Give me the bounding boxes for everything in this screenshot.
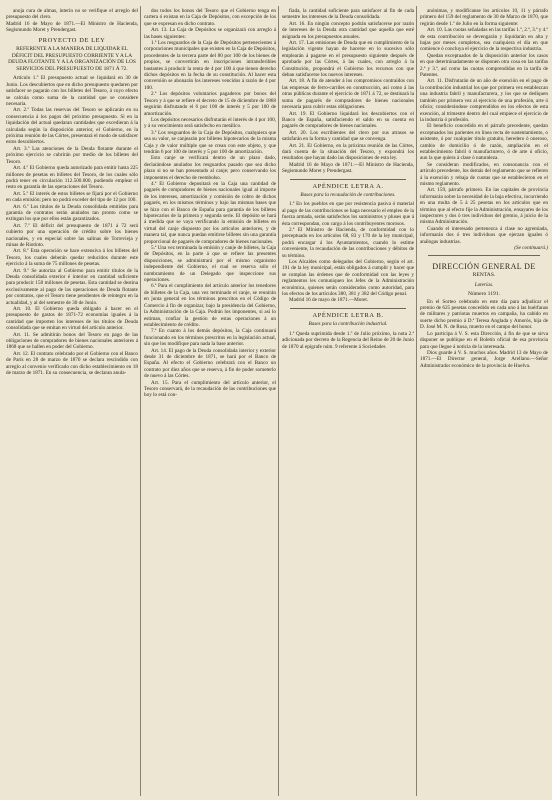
paragraph: Madrid 16 de Mayo de 1871.—El Ministro de Hacienda, Segismundo Moret y Prendergast. <box>282 161 414 175</box>
column-rule <box>416 6 417 796</box>
paragraph: Art. 20. Los escribientes del clero por sus atrasos se satisfarán en la forma y cantidad que se convenga. <box>282 129 414 143</box>
paragraph: Se consideran modificados, en consonancia con el artículo precedente, los demás del reglamento que se refieren á la exención y rebaja de cuotas que se establecieron en el mismo reglamento. <box>420 161 548 187</box>
paragraph: Art. 7.º El déficit del presupuesto de 1871 á 72 será cubierto por una operación de crédito sobre los bienes nacionales, y en especial sobre las salinas de Torrevieja y minas de Riotinto. <box>6 222 138 248</box>
announcement-list <box>420 299 548 369</box>
paragraph: 6.ª Para el cumplimiento del artículo anterior los tenedores de billetes de la Caja, una vez terminado el canje, se reunirán en junta general en los términos prescritos en el Código de Comercio á fin de organizar, bajo la presidencia del Gobierno, la Administración de la Caja. Podrán los imponentes, si así lo estiman, confiar la gestión de estas operaciones á un establecimiento de crédito. <box>144 283 276 328</box>
paragraph: Art. 17. Las emisiones de Deuda que en cumplimiento de la legislación vigente hayan de hacerse en lo sucesivo sólo emplearán á pagarse en el presupuesto siguiente después de aprobado por las Córtes, á las cuales, con arreglo á la Constitución, propondrá el Gobierno los recursos con que deban satisfacerse los nuevos intereses. <box>282 40 414 79</box>
paragraph: Art. 21. El Gobierno, en la próxima reunión de las Córtes, dará cuenta de la situación del Tesoro, y expondrá los resultados que hayan dado las disposiciones de esta ley. <box>282 142 414 162</box>
paragraph: Art. 4.º El Gobierno queda autorizado para emitir hasta 225 millones de pesetas en billetes del Tesoro, de los cuales sólo podrá tener en circulación 112.500.000, pudiendo emplear el resto en garantía de las operaciones del Tesoro. <box>6 165 138 191</box>
article-list <box>282 8 414 175</box>
paragraph: Art. 14. El pago de la Deuda consolidada interior y exterior desde 31 de diciembre de 1871, se hará por el Banco de España. Al efecto el Gobierno celebrará con el Banco un contrato por diez años que se reserva, á fin de poder someterlo de nuevo á las Córtes. <box>144 347 276 380</box>
paragraph: Los Alcaldes como delegados del Gobierno, según el art. 191 de la ley municipal, están obligados á cumplir y hacer que se cumplan las órdenes que de conformidad con las leyes y reglamentos les comuniquen los Jefes de la Administración económica, quienes serán considerados como autoridad, para los efectos de los artículos 380, 381 y 382 del Código penal. <box>282 259 414 298</box>
paragraph: Art. 5.º El interés de estos billetes se fijará por el Gobierno en cada emisión; pero no podrá exceder del tipo de 12 por 100. <box>6 190 138 204</box>
appendix-b-title: APÉNDICE LETRA B. <box>312 311 384 319</box>
paragraph: Art. 13. La Caja de Depósitos se organizará con arreglo á las bases siguientes: <box>144 27 276 40</box>
paragraph: 5.ª Una vez terminada la emisión y canje de billetes, la Caja de Depósitos, en la parte á que se refiere las presentes disposiciones, se administrará por el mismo organismo independiente del Gobierno, el cual se reserva sólo el nombramiento de un Delegado que inspeccione sus operaciones. <box>144 245 276 284</box>
paragraph: Art. 9.º Se autoriza al Gobierno para emitir títulos de la Deuda consolidada exterior é interior en cantidad suficiente para producir 150 millones de pesetas. Esta cantidad se destina exclusivamente al pago de las operaciones de Deuda flotante por contratos, que el Tesoro tiene pendientes de reintegro en la actualidad, y al del semestre de 30 de Junio. <box>6 267 138 306</box>
paragraph: 1.ª Los resguardos de la Caja de Depósitos pertenecientes á corporaciones municipales que existen en la Caja de Depósitos, procedentes de la tercera parte del 80 por 100 de los bienes de propios, se convertirán en inscripciones intransferibles bastantes á producir la renta de 4 por 100 á que tienen derecho dichos depósitos en la fecha de su constitución. Al hacer esta conversión se abonarán los intereses vencidos á razón de 4 por 100. <box>144 40 276 91</box>
paragraph: Dios guarde á V. S. muchos años. Madrid 13 de Mayo de 1871.—El Director general, Jorge Arellano.—Señor Administrador económico de la provincia de Huelva. <box>420 349 548 369</box>
paragraph: Art. 2.º Todas las reservas del Tesoro se aplicarán en su consecuencia á los pagos del próximo presupuesto. Si en la liquidación del actual quedaran cantidades que excedieran á la calculada según la disposición anterior, el Gobierno, en la próxima reunión de las Córtes, presentará el modo de satisfacer estos descubiertos. <box>6 107 138 146</box>
appendix-b-subtitle: Bases para la contribución industrial. <box>308 321 388 328</box>
paragraph: Art. 11. Se admitirán bonos del Tesoro en pago de las obligaciones de compradores de bienes nacionales anteriores á 1868 que se hallen en poder del Gobierno. <box>6 331 138 351</box>
paragraph: En el Sorteo celebrado en este día para adjudicar el premio de 625 pesetas concedido en cada uno á las huérfanas de militares y patriotas muertos en campaña, ha cabido en suerte dicho premio á D.ª Teresa Anglada y Amorós, hija de D. José M. N. de Rosa, muerto en el campo del honor. <box>420 298 548 331</box>
paragraph: dos todos los bonos del Tesoro que el Gobierno tenga en cartera ó existan en la Caja de Depósitos, con excepción de los que se expresan en dicho contrato. <box>144 8 276 27</box>
intro-paragraph: anoja cura de almas, interin no se verifique el arreglo del presupuesto del clero. <box>6 8 138 21</box>
paragraph: 1.ª En los pueblos en que por resistencia pasiva ó material al pago de las contribuciones se haga necesario el empleo de la fuerza armada, serán satisfechos los suministros y pluses que á ésta correspondan, con cargo á los contribuyentes morosos. <box>282 201 414 227</box>
paragraph: Esto canje se verificará dentro de un plazo dado, declarándose anulados los resguardos pasado que sea dicho plazo si no se han presentado al canje; pero conservando los imponentes el derecho de reembolso. <box>144 155 276 181</box>
appendix-a-subtitle: Bases para la recaudación de contribuciones. <box>300 191 396 198</box>
paragraph: Los depósitos necesarios disfrutarán el interés de 4 por 100, y á su vencimiento será satisfecho en metálico. <box>144 116 276 130</box>
continued-note: (Se continuará.) <box>514 245 548 252</box>
section-label: Loterías. <box>474 281 494 288</box>
paragraph: Art. 10. Las cuotas señaladas en las tarifas 1.ª, 2.ª, 3.ª y 4.ª de esta contribución se devengarán y liquidarán en alta y bajas por meses completos, sea cualquiera el día en que comience ó concluya el ejercicio de la respectiva industria. <box>420 27 548 53</box>
paragraph: 4.ª El Gobierno depositará en la Caja una cantidad de pagarés de compradores de bienes nacionales igual al importe de los intereses, amortización y comisión de cobro de dichos pagarés, en los mismos términos y bajo las mismas bases que se hizo con el Banco de España para garantía de los billetes hipotecarios de la primera y segunda serie. El depósito se hará á medida que se vaya verificando la emisión de billetes en virtud del canje dispuesto por los artículos anteriores, y de manera tal, que nunca puedan emitirse billetes sin una garantía proporcional de pagarés de compradores de bienes nacionales. <box>144 180 276 245</box>
column-2 <box>144 8 276 794</box>
directorate-heading: DIRECCIÓN GENERAL DE <box>432 262 536 272</box>
column-4 <box>420 8 548 794</box>
column-1 <box>6 8 138 794</box>
paragraph: Art. 3.º Las atenciones de la Deuda flotante durante el próximo ejercicio se cubrirán por medio de los billetes del Tesoro. <box>6 145 138 165</box>
notice-number: Número 1191. <box>467 291 501 298</box>
article-list <box>420 8 548 245</box>
paragraph: Art. 19. El Gobierno liquidará los descubiertos con el Banco de España, satisfaciendo el saldo en su cuenta en pagarés de compradores de bienes nacionales. <box>282 110 414 130</box>
paragraph: Art. 6.º Los títulos de la Deuda consolidada emitidos para garantía de contratos serán anulados tan pronto como se extingan los que por ellos están garantizados. <box>6 203 138 223</box>
paragraph: Art. 15. Para el cumplimiento del artículo anterior, el Tesoro conservará, de la recaudación de las contribuciones que hoy lo está con- <box>144 379 276 399</box>
article-list <box>144 8 276 399</box>
paragraph: El beneficio concedido en el párrafo precedente, quedan exceptuados los parientes en línea recta de sustentamiento, o asistente, ó por cualquier título gratuito, heredero ó oneroso, cambio de domicilio ó de razón, ampliación en el establecimiento fabril ó manufacturero, ó de arte ú oficio, aun la que quiera á clase ó naturaleza. <box>420 123 548 162</box>
appendix-a-title: APÉNDICE LETRA A. <box>312 182 384 190</box>
paragraph: Lo participa á V. S. esta Dirección, á fin de que se sirva disponer se publique en el Boletín oficial de esa provincia para que llegue á noticia de la interesada. <box>420 330 548 350</box>
divider <box>428 255 540 256</box>
paragraph: 3.ª Los resguardos de la Caja de Depósitos, cualquiera que sea su valor, se canjearán por billetes hipotecarios de la misma Caja y de valor múltiple que se crean con este objeto, y que tendrán 6 por 100 de interés y 5 por 100 de amortización. <box>144 129 276 155</box>
paragraph: Art. 10. El Gobierno queda obligado á hacer en el presupuesto de gastos de 1871-72 economías iguales á la cantidad que importen los intereses de los títulos de Deuda consolidada que se emitan en virtud del artículo anterior. <box>6 306 138 332</box>
paragraph: Art. 159, párrafo primero. En las capitales de provincia informarán sobre la necesidad de la baja efectiva, incurriendo en una multa de 5 á 25 pesetas en los artículos que en término que al efecto fije la Administración, ensayares de los inspectores y dos ó tres individuos del gremio, á juicio de la misma Administración. <box>420 187 548 226</box>
article-list <box>6 75 138 376</box>
paragraph: 2.ª El Ministro de Hacienda, de conformidad con lo preceptuado en los artículos 68, 83 y 170 de la ley municipal, podrá encargar á los Ayuntamientos, cuando lo estime conveniente, la recaudación de las contribuciones y débitos de su término. <box>282 227 414 259</box>
paragraph: Art. 11. Disfrutarán de un año de exención en el pago de la contribución industrial los que por primera vez establezcan una industria fabril y manufacturera, y los que se dediquen también por primera vez al ejercicio de una profesión, arte ú oficio; considerándose comprendidos en los efectos de esta exención, al trimestre dentro del cual empiece el ejercicio de la industria ó profesión. <box>420 78 548 123</box>
paragraph: Madrid 16 de mayo de 1871.—Moret. <box>289 297 369 304</box>
paragraph: Art. 12. El contrato celebrado por el Gobierno con el Banco de París en 28 de marzo de 1870 se declara rescindido con arreglo al convenio verificado con dicho establecimiento en 18 de marzo de 1871. En su consecuencia, se declaran anula- <box>6 350 138 377</box>
section-heading: PROYECTO DE LEY <box>38 36 106 44</box>
appendix-b-list <box>282 331 414 350</box>
paragraph: Art. 18. A fin de atender á los compromisos contraídos con las empresas de ferro-carriles en construcción, así como á las otras públicas durante el ejercicio de 1871 á 72, se destinará la suma de pagarés de compradores de bienes nacionales necesaria para cubrir estas obligaciones. <box>282 78 414 111</box>
divider <box>290 179 406 180</box>
paragraph: Art. 8.º Esta operación se hace extensiva á los billetes del Tesoro, los cuales deberán quedar reducidos durante este ejercicio á la suma de 75 millones de pesetas. <box>6 248 138 268</box>
paragraph: 1.ª Queda suprimida desde 1.º de Julio próximo, la nota 2.ª adicionada por decreto de la Regencia del Reino de 20 de Junio de 1870 al epígrafe núm. 9 referente á Sociedades <box>282 330 414 350</box>
paragraph: 7.ª En cuanto á los demás depósitos, la Caja continuará funcionando en los términos prescritos en la legislación actual, sin que los modifique para nada la base anterior. <box>144 328 276 348</box>
divider <box>290 308 406 309</box>
directorate-subheading: RENTAS. <box>472 272 496 279</box>
paragraph: 2.ª Los depósitos voluntarios pagaderos por bonos del Tesoro y á que se refiere el decreto de 15 de diciembre de 1868 seguirán disfrutando el 6 por 100 de interés y 5 por 100 de amortización. <box>144 91 276 117</box>
appendix-a-list <box>282 201 414 304</box>
paragraph: anónimas, y modifícanse los artículos 10, 11 y párrafo primero del 159 del reglamento de 30 de Marzo de 1870, que regirán desde 1.º de Julio en la forma siguiente: <box>420 8 548 27</box>
paragraph: Cuando el interesado pertenezca á clase no agremiada, informarán dos ó tres individuos que ejerzan iguales ó análogas industrias. <box>420 225 548 245</box>
section-subtitle: REFERENTE A LA MANERA DE LIQUIDAR EL DÉFICIT DEL PRESUPUESTO CORRIENTE Y A LA DEUDA FLOTANTE Y A LA ORGANIZACIÓN DE LOS SERVICIOS DEL PRESUPUESTO DE 1871 Á 72. <box>8 46 136 72</box>
column-rule <box>140 6 141 796</box>
paragraph: fiada, la cantidad suficiente para satisfacer al fin de cada semestre los intereses de la Deuda consolidada. <box>282 8 414 21</box>
paragraph: Quedan exceptuados de la disposición anterior los casos en que determinadamente se disponen otra cosa en las tarifas 2.ª y 3.ª, así como las cuotas comprendidas en la tarifa de Patentes. <box>420 52 548 79</box>
signature-line: Madrid 16 de Mayo de 1871.—El Ministro de Hacienda, Segismundo Moret y Prendergast. <box>6 20 138 34</box>
column-rule <box>278 6 279 796</box>
paragraph: Artículo 1.º El presupuesto actual se liquidará en 30 de Junio. Los descubiertos que en dicho presupuesto quedaren por satisfacer se pagarán con los billetes del Tesoro, á cuyo efecto se calcula como suma de la cantidad que se considere necesaria. <box>6 75 138 108</box>
paragraph: Art. 16. En ningún concepto podrán satisfacerse por razón de intereses de la Deuda otra cantidad que aquella que esté asignada en los presupuestos anuales. <box>282 20 414 40</box>
column-3 <box>282 8 414 794</box>
